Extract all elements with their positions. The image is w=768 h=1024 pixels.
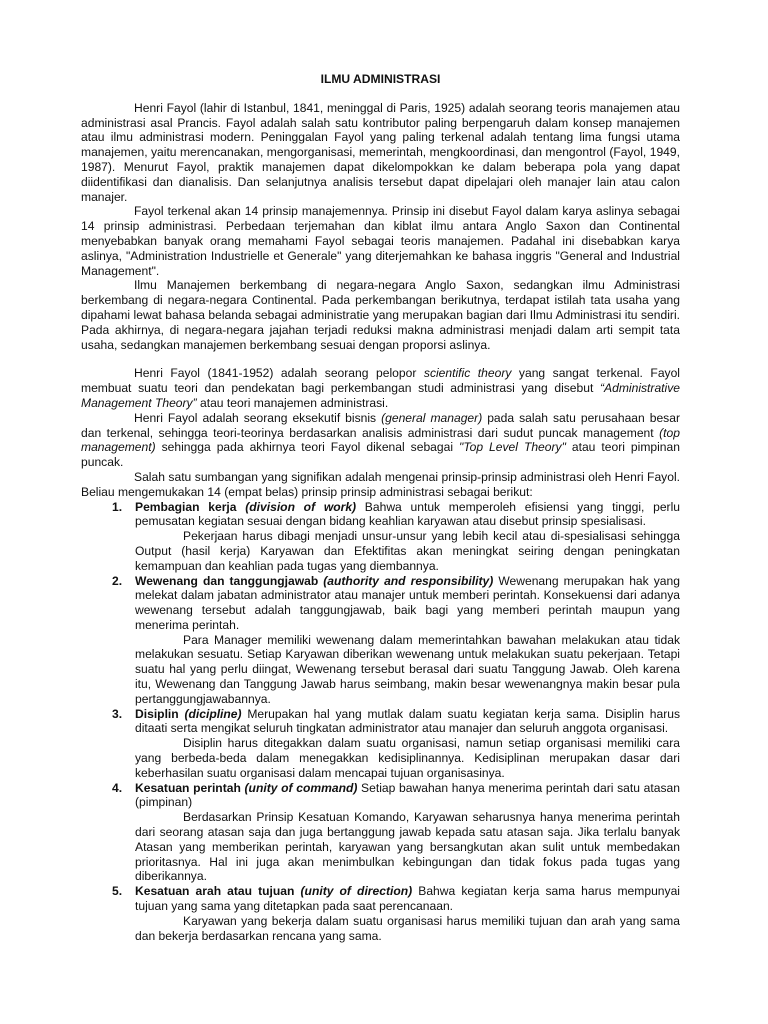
principle-title: Kesatuan arah atau tujuan: [135, 884, 295, 899]
principle-text: Bahwa kegiatan kerja sama harus mempunyai tujuan yang sama yang ditetapkan pada saat perencanaan.: [135, 884, 680, 914]
principle-main: [135, 884, 680, 914]
principle-text: Merupakan hal yang mutlak dalam suatu kegiatan kerja sama. Disiplin harus ditaati serta mengikat seluruh tingkatan administrator atau manajer dan seluruh anggota organisasi.: [135, 706, 680, 736]
text-run: pada salah satu perusahaan besar dan terkenal, sehingga teori-teorinya berdasarkan analisis administrasi dari sudut puncak management: [81, 410, 680, 440]
principle-item: [81, 574, 680, 707]
text-run: yang sangat terkenal. Fayol membuat suatu teori dan pendekatan bagi perkembangan studi administrasi yang disebut: [81, 366, 680, 396]
paragraph-top-level-theory: [81, 411, 680, 470]
page-title: ILMU ADMINISTRASI: [320, 72, 441, 86]
principle-title: Kesatuan perintah: [135, 780, 241, 795]
principle-explanation: Pekerjaan harus dibagi menjadi unsur-unsur yang lebih kecil atau di-spesialisasi sehingga Output (hasil kerja) Karyawan dan Efektifitas akan meningkat seiring dengan peningkatan kemampuan dan keahlian pada tugas yang diembannya.: [135, 529, 680, 573]
italic-term: (general manager): [381, 410, 483, 425]
principle-title: Disiplin: [135, 706, 179, 721]
principle-main: [135, 500, 680, 530]
principle-explanation: Para Manager memiliki wewenang dalam memerintahkan bawahan melakukan atau tidak melakukan sesuatu. Setiap Karyawan diberikan wewenang untuk melakukan suatu pekerjaan. Tetapi suatu hal yang perlu diingat, Wewenang tersebut berasal dari suatu Tanggung Jawab. Oleh karena itu, Wewenang dan Tanggung Jawab harus seimbang, makin besar wewenangnya makin besar pula pertanggungjawabannya.: [135, 632, 680, 706]
text-run: sehingga pada akhirnya teori Fayol dikenal sebagai: [155, 440, 460, 455]
principle-number: 4.: [112, 780, 123, 795]
principle-item: [81, 707, 680, 781]
principle-number: 2.: [112, 573, 123, 588]
principle-number: 5.: [112, 884, 123, 899]
paragraph-anglo-saxon: Ilmu Manajemen berkembang di negara-negara Anglo Saxon, sedangkan ilmu Administrasi berkembang di negara-negara Continental. Pada perkembangan berikutnya, terdapat istilah tata usaha yang dipahami lewat bahasa belanda sebagai administratie yang merupakan bagian dari Ilmu Administrasi itu sendiri. Pada akhirnya, di negara-negara jajahan terjadi reduksi makna administrasi menjadi dalam arti sempit tata usaha, sedangkan manajemen berkembang sesuai dengan proporsi aslinya.: [81, 278, 680, 352]
principle-number: 1.: [112, 499, 123, 514]
paragraph-scientific-theory: [81, 366, 680, 410]
paragraph-gap: [81, 352, 680, 366]
principle-main: [135, 574, 680, 633]
principle-title-en: (division of work): [245, 499, 357, 514]
paragraph-fayol-bio: Henri Fayol (lahir di Istanbul, 1841, meninggal di Paris, 1925) adalah seorang teoris manajemen atau administrasi asal Prancis. Fayol adalah salah satu kontributor paling berpengaruh dalam konsep manajemen atau ilmu administrasi modern. Peninggalan Fayol yang paling terkenal adalah tentang lima fungsi utama manajemen, yaitu merencanakan, mengorganisasi, memerintah, mengkoordinasi, dan mengontrol (Fayol, 1949, 1987). Menurut Fayol, praktik manajemen dapat dikelompokkan ke dalam beberapa pola yang dapat diidentifikasi dan dianalisis. Dan selanjutnya analisis tersebut dapat dipelajari oleh manajer lain atau calon manajer.: [81, 100, 680, 204]
principle-text: Setiap bawahan hanya menerima perintah dari satu atasan (pimpinan): [135, 780, 680, 810]
paragraph-14-principles: Fayol terkenal akan 14 prinsip manajemennya. Prinsip ini disebut Fayol dalam karya aslinya sebagai 14 prinsip administrasi. Perbedaan terjemahan dan kiblat ilmu antara Anglo Saxon dan Continental menyebabkan banyak orang memahami Fayol sebagai teoris manajemen. Padahal ini disebabkan karya aslinya, "Administration Industrielle et Generale" yang diterjemahkan ke bahasa inggris "General and Industrial Management".: [81, 204, 680, 278]
paragraph-principles-intro: Salah satu sumbangan yang signifikan adalah mengenai prinsip-prinsip administrasi oleh Henri Fayol. Beliau mengemukakan 14 (empat belas) prinsip prinsip administrasi sebagai berikut:: [81, 469, 680, 499]
principle-text: Wewenang merupakan hak yang melekat dalam jabatan administrator atau manajer untuk memberi perintah. Konsekuensi dari adanya wewenang tersebut adalah tanggungjawab, baik bagi yang memberi perintah maupun yang menerima perintah.: [135, 573, 680, 632]
principle-title-en: (authority and responsibility): [323, 573, 494, 588]
italic-term: "Top Level Theory": [459, 440, 566, 455]
text-run: Henri Fayol (1841-1952) adalah seorang pelopor: [134, 366, 424, 381]
italic-term: scientific theory: [423, 366, 512, 381]
principle-item: [81, 884, 680, 943]
principle-title: Wewenang dan tanggungjawab: [135, 573, 319, 588]
text-run: atau teori manajemen administrasi.: [196, 395, 389, 410]
principle-title-en: (unity of command): [244, 780, 358, 795]
principle-explanation: Berdasarkan Prinsip Kesatuan Komando, Karyawan seharusnya hanya menerima perintah dari seorang atasan saja dan juga bertanggung jawab kepada satu atasan saja. Jika terlalu banyak Atasan yang memberikan perintah, karyawan yang bersangkutan akan sulit untuk membedakan prioritasnya. Hal ini juga akan menimbulkan kebingungan dan tidak fokus pada tugas yang diberikannya.: [135, 810, 680, 884]
principle-item: [81, 500, 680, 574]
principle-number: 3.: [112, 706, 123, 721]
principle-title-en: (dicipline): [184, 706, 242, 721]
principle-title-en: (unity of direction): [300, 884, 413, 899]
principle-title: Pembagian kerja: [135, 499, 237, 514]
principle-explanation: Disiplin harus ditegakkan dalam suatu organisasi, namun setiap organisasi memiliki cara yang berbeda-beda dalam menegakkan kedisiplinannya. Kedisiplinan merupakan dasar dari keberhasilan suatu organisasi dalam mencapai tujuan organisasinya.: [135, 736, 680, 780]
principle-item: [81, 781, 680, 885]
italic-term: “Administrative Management Theory”: [81, 381, 680, 410]
italic-term: (top management): [81, 425, 680, 455]
principle-explanation: Karyawan yang bekerja dalam suatu organisasi harus memiliki tujuan dan arah yang sama dan bekerja berdasarkan rencana yang sama.: [135, 913, 680, 943]
principle-text: Bahwa untuk memperoleh efisiensi yang tinggi, perlu pemusatan kegiatan sesuai dengan bidang keahlian karyawan atau disebut prinsip spesialisasi.: [135, 499, 680, 529]
principle-main: [135, 781, 680, 811]
text-run: atau teori pimpinan puncak.: [81, 440, 680, 470]
principles-list: [81, 500, 680, 944]
principle-main: [135, 707, 680, 737]
text-run: Henri Fayol adalah seorang eksekutif bisnis: [134, 410, 382, 425]
